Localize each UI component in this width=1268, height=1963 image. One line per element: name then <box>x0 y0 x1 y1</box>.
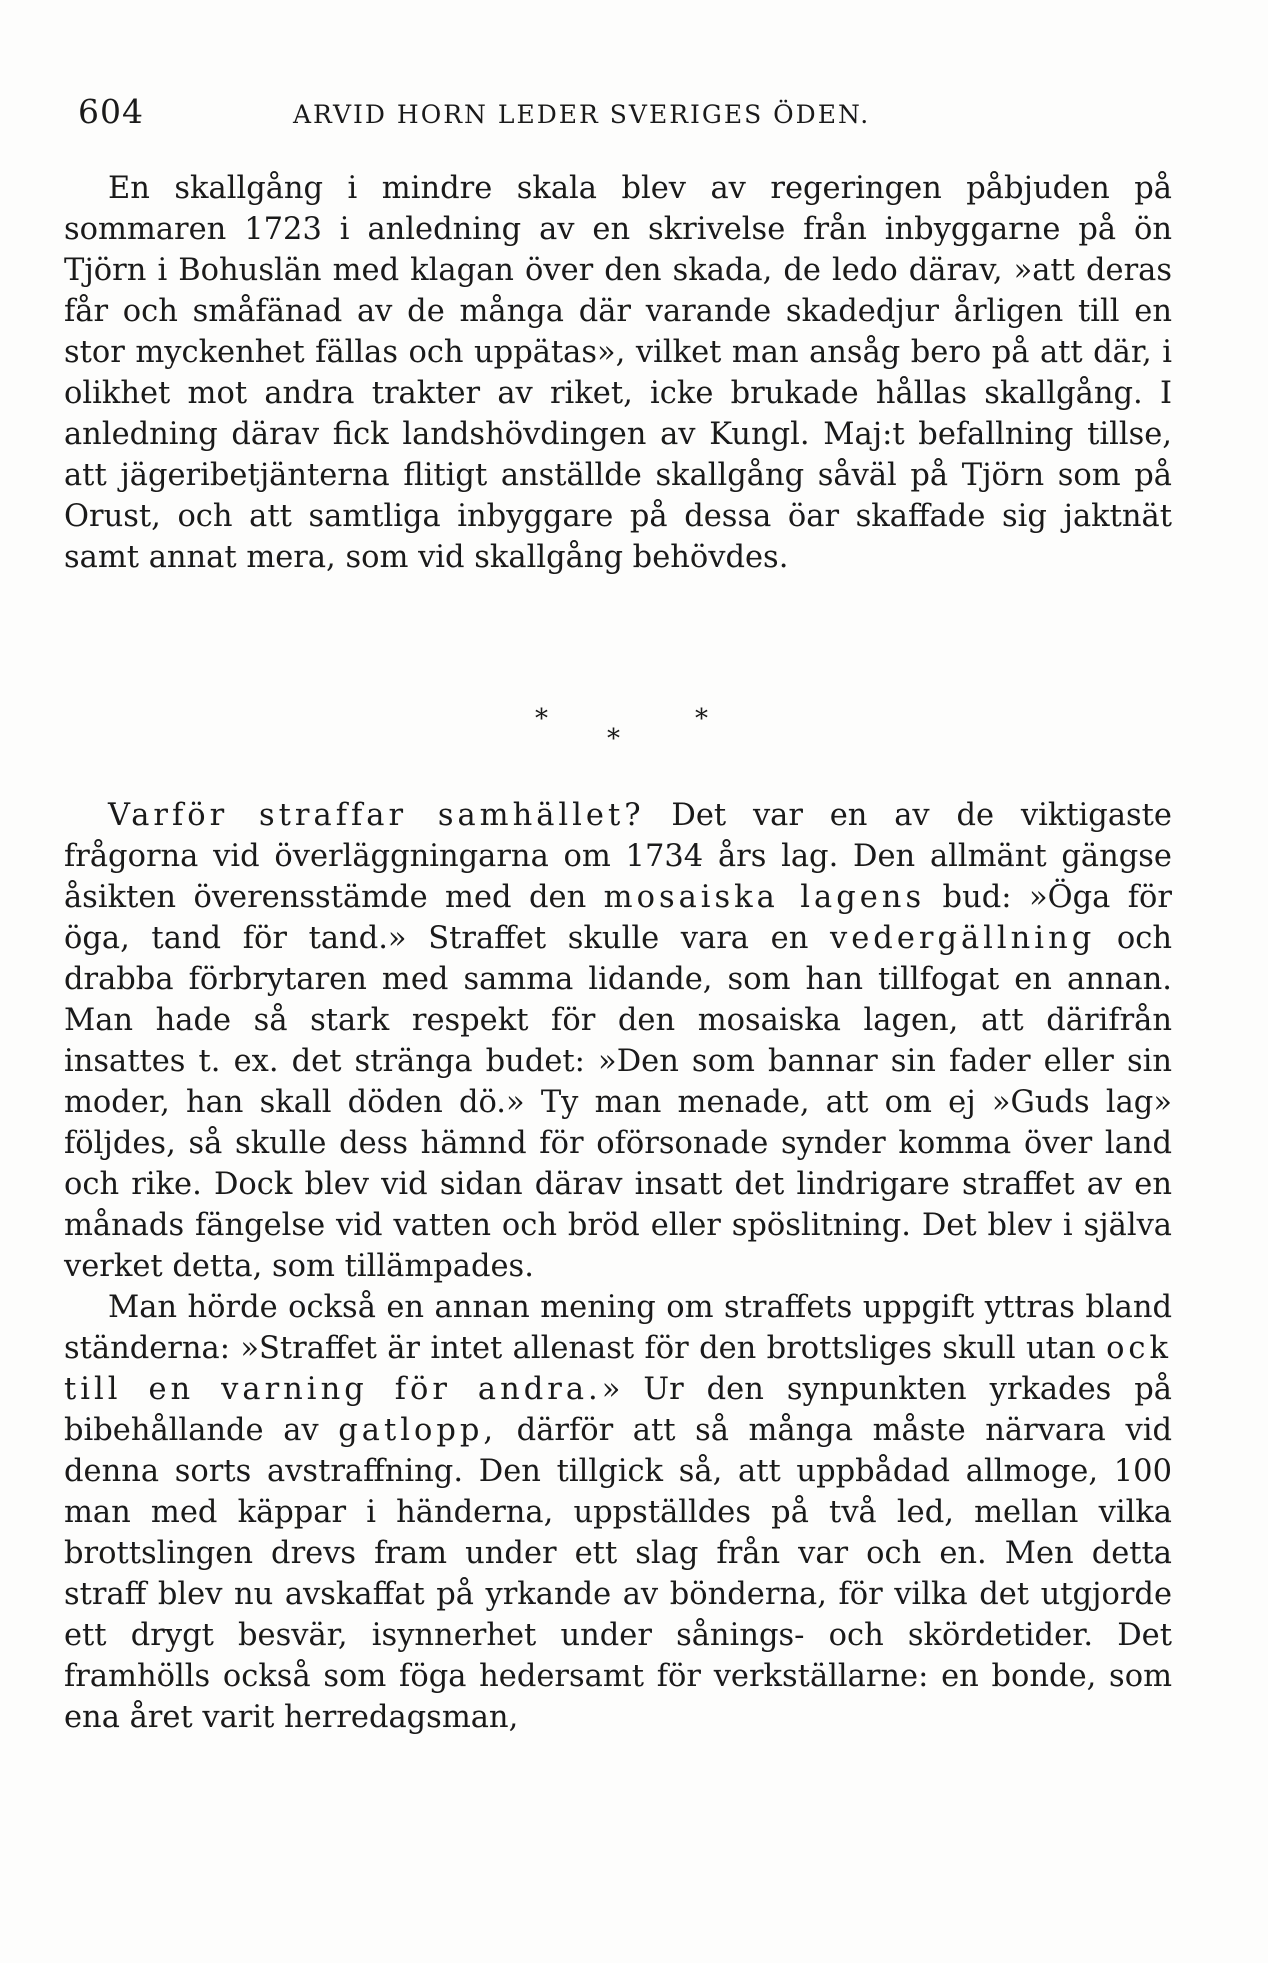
paragraph-2-text-b: bud: »Öga för öga, tand för tand.» Straffet skulle vara en <box>64 880 1172 956</box>
emphasis-vedergallning: vedergällning <box>830 921 1096 956</box>
separator-asterisk: * <box>695 704 708 734</box>
emphasis-gatlopp: gatlopp, <box>338 1413 498 1448</box>
section-separator <box>0 700 1268 760</box>
paragraph-3-text-b: » Ur den synpunkten yrkades på bibehållande av <box>64 1372 1172 1448</box>
paragraph-3 <box>64 1287 1172 1738</box>
paragraph-2-text-a: Det var en av de viktigaste frågorna vid överläggningarna om 1734 års lag. Den allmänt gängse åsikten överensstämde med den <box>64 798 1172 915</box>
separator-asterisk: * <box>607 724 620 754</box>
page-number: 604 <box>78 92 144 131</box>
paragraph-skallgang <box>64 168 1172 578</box>
emphasis-mosaiska-lagens: mosaiska lagens <box>603 880 926 915</box>
section-heading-emphasis: Varför straffar samhället? <box>108 798 645 833</box>
paragraph-2-text-c: och drabba förbrytaren med samma lidande, som han tillfogat en annan. Man hade så stark respekt för den mosaiska lagen, att därifrån insattes t. ex. det stränga budet: »Den som bannar sin fader eller sin moder, han skall döden dö.» Ty man menade, att om ej »Guds lag» följdes, så skulle dess hämnd för oförsonade synder komma över land och rike. Dock blev vid sidan därav insatt det lindrigare straffet av en månads fängelse vid vatten och bröd eller spöslitning. Det blev i själva verket detta, som tillämpades. <box>64 921 1172 1284</box>
page-header <box>78 92 1178 132</box>
separator-asterisk: * <box>535 704 548 734</box>
section-straff <box>64 795 1172 1738</box>
running-head: ARVID HORN LEDER SVERIGES ÖDEN. <box>293 100 871 129</box>
paragraph-2 <box>64 795 1172 1287</box>
paragraph-1-text: En skallgång i mindre skala blev av regeringen påbjuden på sommaren 1723 i anledning av en skrivelse från inbyggarne på ön Tjörn i Bohuslän med klagan över den skada, de ledo därav, »att deras får och småfänad av de många där varande skadedjur årligen till en stor myckenhet fällas och uppätas», vilket man ansåg bero på att där, i olikhet mot andra trakter av riket, icke brukade hållas skallgång. I anledning därav fick landshövdingen av Kungl. Maj:t befallning tillse, att jägeribetjänterna flitigt anställde skallgång såväl på Tjörn som på Orust, och att samtliga inbyggare på dessa öar skaffade sig jaktnät samt annat mera, som vid skallgång behövdes. <box>64 171 1172 575</box>
paragraph-3-text-c: därför att så många måste närvara vid denna sorts avstraffning. Den tillgick så, att uppbådad allmoge, 100 man med käppar i händerna, uppställdes på två led, mellan vilka brottslingen drevs fram under ett slag från var och en. Men detta straff blev nu avskaffat på yrkande av bönderna, för vilka det utgjorde ett drygt besvär, isynnerhet under sånings- och skördetider. Det framhölls också som föga hedersamt för verkställarne: en bonde, som ena året varit herredagsman, <box>64 1413 1172 1735</box>
paragraph-3-text-a: Man hörde också en annan mening om straffets uppgift yttras bland ständerna: »Straffet är intet allenast för den brottsliges skull utan <box>64 1290 1172 1366</box>
emphasis-varning: ock till en varning för andra. <box>64 1331 1172 1407</box>
